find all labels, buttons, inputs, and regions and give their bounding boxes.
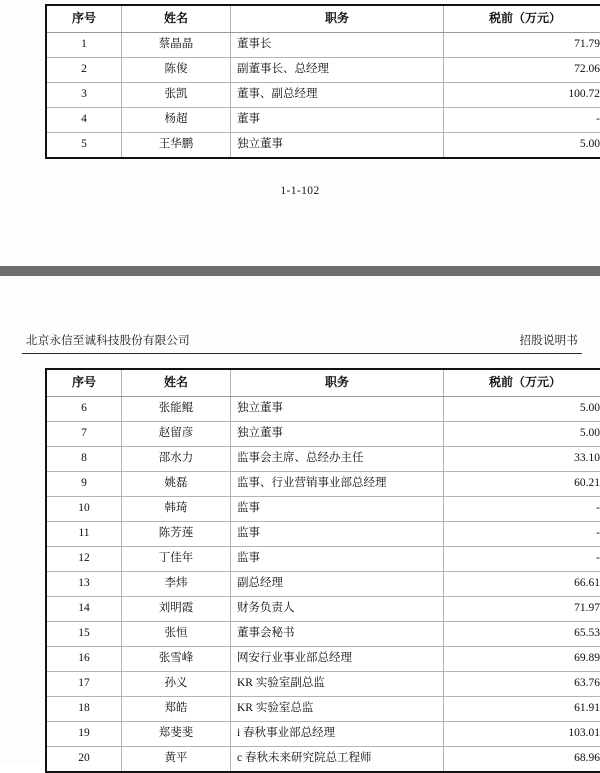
cell-name: 蔡晶晶: [122, 33, 231, 58]
cell-name: 赵留彦: [122, 422, 231, 447]
document-page-one: [0, 0, 600, 266]
cell-name: 郑皓: [122, 697, 231, 722]
cell-duty: KR 实验室副总监: [231, 672, 444, 697]
table-row: [46, 447, 600, 472]
table-row: [46, 108, 600, 133]
cell-amount: 5.00: [444, 133, 600, 159]
column-header-no: 序号: [46, 5, 122, 33]
cell-amount: 5.00: [444, 397, 600, 422]
cell-duty: 监事: [231, 522, 444, 547]
cell-duty: 监事: [231, 547, 444, 572]
table-body-page-one: [46, 33, 600, 159]
header-company-name: 北京永信至诚科技股份有限公司: [26, 332, 190, 348]
cell-duty: 董事、副总经理: [231, 83, 444, 108]
cell-duty: 监事会主席、总经办主任: [231, 447, 444, 472]
table-row: [46, 472, 600, 497]
table-row: [46, 397, 600, 422]
cell-duty: 副总经理: [231, 572, 444, 597]
cell-name: 黄平: [122, 747, 231, 773]
cell-name: 郑斐斐: [122, 722, 231, 747]
document-page-two: [0, 276, 600, 764]
cell-no: 18: [46, 697, 122, 722]
table-row: [46, 83, 600, 108]
table-row: [46, 622, 600, 647]
cell-duty: 副董事长、总经理: [231, 58, 444, 83]
column-header-duty: 职务: [231, 369, 444, 397]
column-header-amount: 税前（万元）: [444, 369, 600, 397]
cell-name: 张恒: [122, 622, 231, 647]
page-separator: [0, 266, 600, 276]
table-row: [46, 58, 600, 83]
cell-no: 17: [46, 672, 122, 697]
table-row: [46, 497, 600, 522]
cell-amount: 65.53: [444, 622, 600, 647]
cell-name: 邵水力: [122, 447, 231, 472]
cell-no: 9: [46, 472, 122, 497]
cell-duty: 监事: [231, 497, 444, 522]
table-row: [46, 747, 600, 773]
cell-name: 陈芳莲: [122, 522, 231, 547]
table-row: [46, 672, 600, 697]
cell-name: 张能鲲: [122, 397, 231, 422]
cell-name: 张雪峰: [122, 647, 231, 672]
cell-no: 7: [46, 422, 122, 447]
table-row: [46, 547, 600, 572]
table-row: [46, 722, 600, 747]
table-body-page-two: [46, 397, 600, 773]
remuneration-table-container-page-one: [45, 0, 555, 159]
cell-no: 11: [46, 522, 122, 547]
table-row: [46, 133, 600, 159]
cell-no: 6: [46, 397, 122, 422]
cell-duty: c 春秋未来研究院总工程师: [231, 747, 444, 773]
cell-no: 4: [46, 108, 122, 133]
page-folio-number: 1-1-102: [0, 185, 600, 197]
table-row: [46, 647, 600, 672]
cell-amount: 68.96: [444, 747, 600, 773]
cell-no: 20: [46, 747, 122, 773]
cell-name: 孙义: [122, 672, 231, 697]
column-header-name: 姓名: [122, 5, 231, 33]
cell-duty: 财务负责人: [231, 597, 444, 622]
cell-amount: -: [444, 547, 600, 572]
cell-amount: -: [444, 108, 600, 133]
cell-duty: 董事长: [231, 33, 444, 58]
cell-amount: -: [444, 522, 600, 547]
column-header-name: 姓名: [122, 369, 231, 397]
table-row: [46, 572, 600, 597]
cell-no: 15: [46, 622, 122, 647]
cell-no: 13: [46, 572, 122, 597]
cell-no: 1: [46, 33, 122, 58]
column-header-no: 序号: [46, 369, 122, 397]
cell-amount: -: [444, 497, 600, 522]
remuneration-table-page-two: [45, 368, 600, 773]
cell-amount: 103.01: [444, 722, 600, 747]
cell-amount: 5.00: [444, 422, 600, 447]
cell-duty: i 春秋事业部总经理: [231, 722, 444, 747]
cell-amount: 71.97: [444, 597, 600, 622]
table-row: [46, 522, 600, 547]
cell-duty: 网安行业事业部总经理: [231, 647, 444, 672]
cell-no: 3: [46, 83, 122, 108]
cell-name: 刘明霞: [122, 597, 231, 622]
cell-name: 李炜: [122, 572, 231, 597]
cell-amount: 66.61: [444, 572, 600, 597]
table-header: [46, 5, 600, 33]
cell-name: 丁佳年: [122, 547, 231, 572]
cell-duty: 独立董事: [231, 422, 444, 447]
remuneration-table-page-one: [45, 4, 600, 159]
cell-name: 杨超: [122, 108, 231, 133]
table-header: [46, 369, 600, 397]
cell-no: 10: [46, 497, 122, 522]
cell-duty: KR 实验室总监: [231, 697, 444, 722]
running-header: [26, 276, 578, 348]
cell-amount: 60.21: [444, 472, 600, 497]
cell-name: 姚磊: [122, 472, 231, 497]
cell-duty: 监事、行业营销事业部总经理: [231, 472, 444, 497]
cell-duty: 董事会秘书: [231, 622, 444, 647]
header-doc-type: 招股说明书: [520, 332, 579, 348]
cell-no: 16: [46, 647, 122, 672]
cell-amount: 72.06: [444, 58, 600, 83]
table-row: [46, 33, 600, 58]
table-header-row: [46, 369, 600, 397]
cell-amount: 63.76: [444, 672, 600, 697]
cell-amount: 33.10: [444, 447, 600, 472]
cell-amount: 100.72: [444, 83, 600, 108]
cell-no: 14: [46, 597, 122, 622]
cell-name: 张凯: [122, 83, 231, 108]
column-header-duty: 职务: [231, 5, 444, 33]
table-row: [46, 597, 600, 622]
table-row: [46, 422, 600, 447]
cell-no: 19: [46, 722, 122, 747]
column-header-amount: 税前（万元）: [444, 5, 600, 33]
cell-duty: 独立董事: [231, 133, 444, 159]
cell-no: 5: [46, 133, 122, 159]
cell-name: 陈俊: [122, 58, 231, 83]
table-header-row: [46, 5, 600, 33]
cell-no: 8: [46, 447, 122, 472]
cell-name: 韩琦: [122, 497, 231, 522]
table-row: [46, 697, 600, 722]
cell-amount: 61.91: [444, 697, 600, 722]
cell-duty: 独立董事: [231, 397, 444, 422]
remuneration-table-container-page-two: [45, 348, 555, 773]
cell-amount: 71.79: [444, 33, 600, 58]
cell-no: 2: [46, 58, 122, 83]
cell-amount: 69.89: [444, 647, 600, 672]
cell-duty: 董事: [231, 108, 444, 133]
cell-name: 王华鹏: [122, 133, 231, 159]
cell-no: 12: [46, 547, 122, 572]
